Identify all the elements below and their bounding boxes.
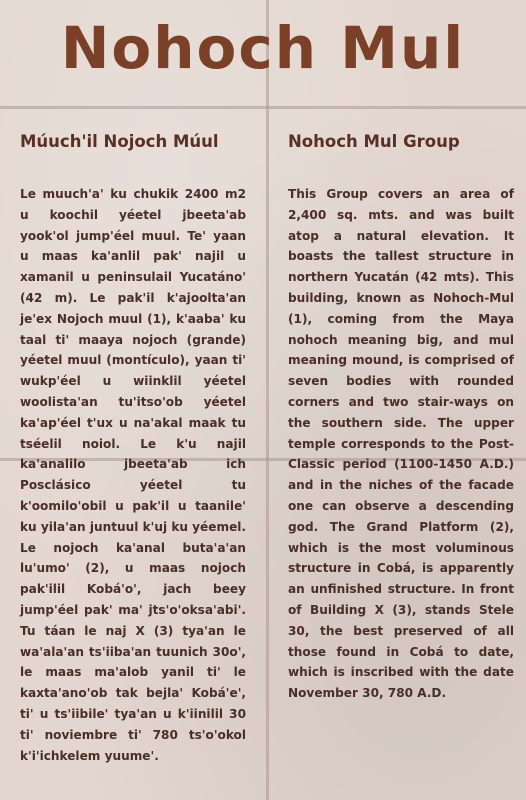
sign-title: Nohoch Mul [60,14,466,82]
maya-heading: Múuch'il Nojoch Múul [20,132,219,151]
english-paragraph: This Group covers an area of 2,400 sq. mts. and was built atop a natural elevation. It boasts the tallest structure in northern Yucatán (42 mts). This building, known as Nohoch-Mul (1), coming from the Maya nohoch meaning big, and mul meaning mound, is comprised of seven bodies with rounded corners and two stair-ways on the southern side. The upper temple corresponds to the Post-Classic period (1100-1450 A.D.) and in the niches of the facade one can observe a descending god. The Grand Platform (2), which is the most voluminous structure in Cobá, is apparently an unfinished structure. In front of Building X (3), stands Stele 30, the best preserved of all those found in Cobá to date, which is inscribed with the date November 30, 780 A.D. [288,187,514,701]
english-text-column [288,184,514,704]
panel-seam-top [0,106,526,109]
english-heading: Nohoch Mul Group [288,132,460,151]
panel-seam-vertical [266,0,269,800]
maya-text-column [20,184,246,766]
maya-paragraph: Le muuch'a' ku chukik 2400 m2 u koochil yéetel jbeeta'ab yook'ol jump'éel muul. Te' yaan u maas ka'anlil pak' najil u xamanil u peninsulail Yucatáno' (42 m). Le pak'il k'ajoolta'an je'ex Nojoch muul (1), k'aaba' ku taal ti' maaya nojoch (grande) yéetel muul (montículo), yaan ti' wukp'éel u wiinklil yéetel woolista'an tu'itso'ob yéetel ka'ap'éel t'ux u na'akal maak tu tséelil noiol. Le k'u najil ka'analilo jbeeta'ab ich Posclásico yéetel tu k'oomilo'obil u pak'il u taanile' ku yila'an juntuul k'uj ku yéemel. Le nojoch ka'anal buta'a'an lu'umo' (2), u maas nojoch pak'ilil Kobá'o', jach beey jump'éel pak' ma' jts'o'oksa'abi'. Tu táan le naj X (3) tya'an le wa'ala'an ts'iiba'an tuunich 30o', le maas ma'alob yanil ti' le kaxta'ano'ob tak bejla' Kobá'e', ti' u ts'iibile' tya'an u k'iinilil 30 ti' noviembre ti' 780 ts'o'okol k'i'ichkelem yuume'. [20,187,247,763]
